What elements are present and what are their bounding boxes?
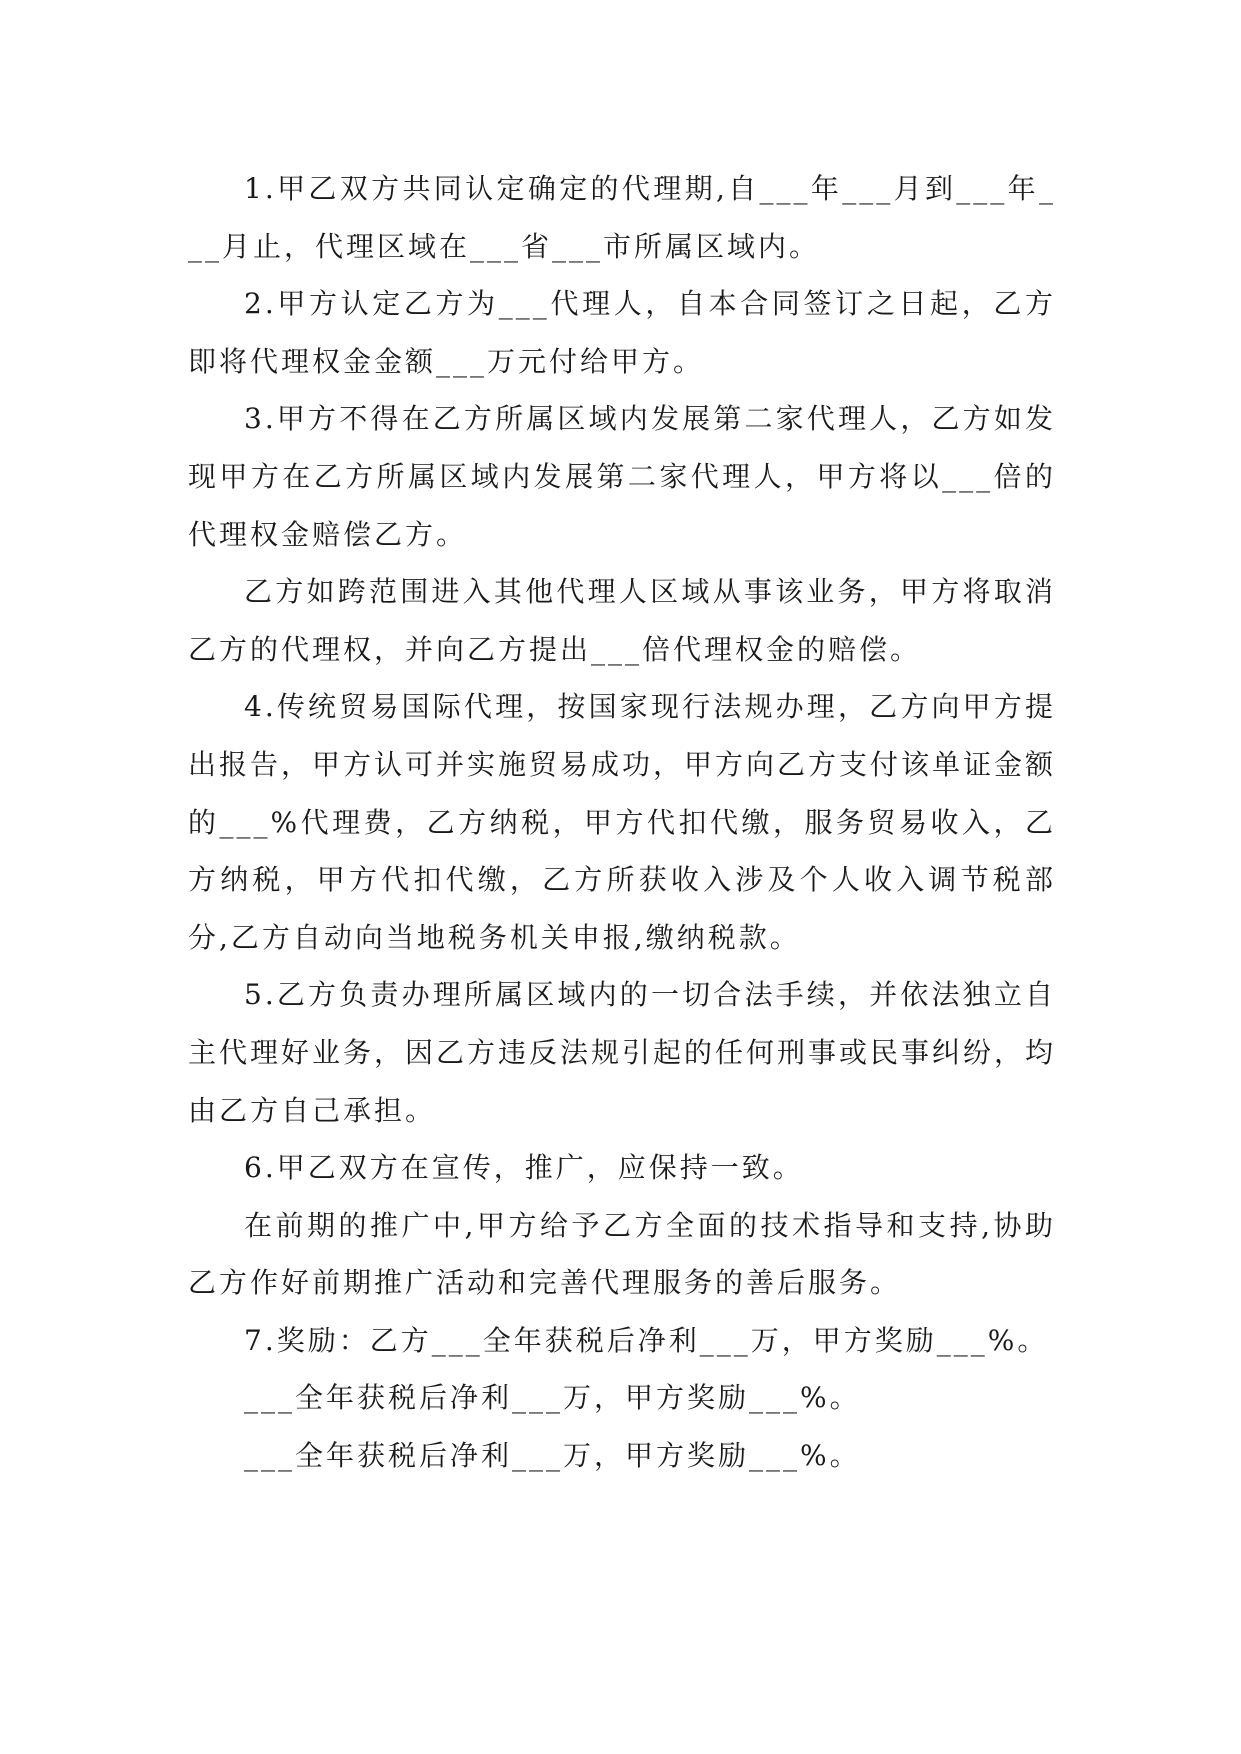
paragraph-7-tier-3: ___全年获税后净利___万，甲方奖励___%。	[244, 1439, 861, 1473]
paragraph-2: 2.甲方认定乙方为___代理人，自本合同签订之日起，乙方即将代理权金金额___万元付给甲方。	[188, 287, 1056, 378]
paragraph-6-supplement: 在前期的推广中,甲方给予乙方全面的技术指导和支持,协助乙方作好前期推广活动和完善代理服务的善后服务。	[188, 1208, 1056, 1300]
paragraph-3: 3.甲方不得在乙方所属区域内发展第二家代理人，乙方如发现甲方在乙方所属区域内发展第二家代理人，甲方将以___倍的代理权金赔偿乙方。	[188, 402, 1056, 551]
paragraph-7: 7.奖励：乙方___全年获税后净利___万，甲方奖励___%。	[244, 1323, 1049, 1357]
paragraph-5: 5.乙方负责办理所属区域内的一切合法手续，并依法独立自主代理好业务，因乙方违反法规引起的任何刑事或民事纠纷，均由乙方自己承担。	[188, 978, 1057, 1127]
document-body	[188, 160, 1056, 1485]
paragraph-3-supplement: 乙方如跨范围进入其他代理人区域从事该业务，甲方将取消乙方的代理权，并向乙方提出___倍代理权金的赔偿。	[188, 575, 1056, 666]
paragraph-1: 1.甲乙双方共同认定确定的代理期,自___年___月到___年___月止，代理区域在___省___市所属区域内。	[188, 172, 1056, 263]
paragraph-6: 6.甲乙双方在宣传，推广，应保持一致。	[244, 1151, 804, 1185]
paragraph-4: 4.传统贸易国际代理，按国家现行法规办理，乙方向甲方提出报告，甲方认可并实施贸易成功，甲方向乙方支付该单证金额的___%代理费，乙方纳税，甲方代扣代缴，服务贸易收入，乙方纳税，甲方代扣代缴，乙方所获收入涉及个人收入调节税部分,乙方自动向当地税务机关申报,缴纳税款。	[188, 690, 1057, 954]
paragraph-7-tier-2: ___全年获税后净利___万，甲方奖励___%。	[244, 1381, 861, 1415]
